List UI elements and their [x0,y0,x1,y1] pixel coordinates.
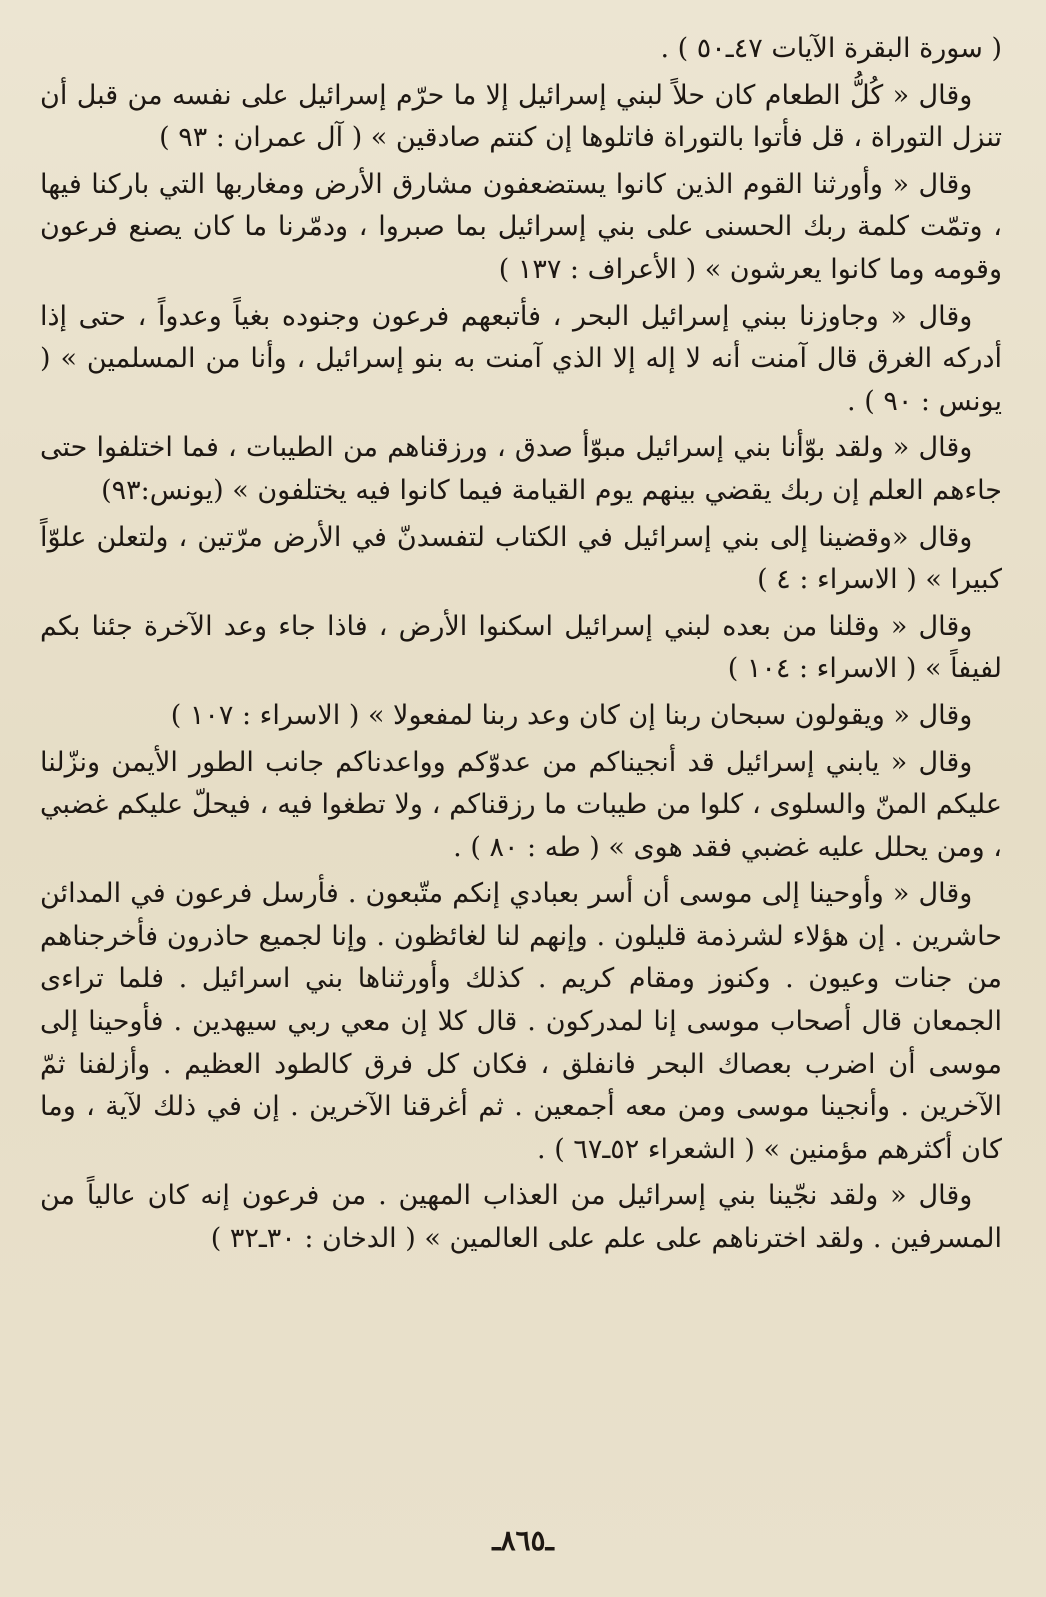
paragraph-al-araf-137: وقال « وأورثنا القوم الذين كانوا يستضعفون مشارق الأرض ومغاربها التي باركنا فيها ، وتمّت كلمة ربك الحسنى على بني إسرائيل بما صبروا ، ودمّرنا ما كان يصنع فرعون وقومه وما كانوا يعرشون » ( الأعراف : ١٣٧ ) [40,168,1002,285]
paragraph-yunus-93: وقال « ولقد بوّأنا بني إسرائيل مبوّأ صدق ، ورزقناهم من الطيبات ، فما اختلفوا حتى جاءهم العلم إن ربك يقضي بينهم يوم القيامة فيما كانوا فيه يختلفون » (يونس:٩٣) [40,432,1002,506]
paragraph-dukhan-30-32: وقال « ولقد نجّينا بني إسرائيل من العذاب المهين . من فرعون إنه كان عالياً من المسرفين . ولقد اخترناهم على علم على العالمين » ( الدخان : ٣٠ـ٣٢ ) [40,1180,1002,1255]
paragraph-isra-104: وقال « وقلنا من بعده لبني إسرائيل اسكنوا الأرض ، فاذا جاء وعد الآخرة جئنا بكم لفيفاً » ( الاسراء : ١٠٤ ) [40,610,1002,685]
paragraph-isra-4: وقال «وقضينا إلى بني إسرائيل في الكتاب لتفسدنّ في الأرض مرّتين ، ولتعلن علوّاً كبيرا » ( الاسراء : ٤ ) [40,521,1002,596]
page-text-body [40,28,1002,1261]
paragraph-surah-reference: ( سورة البقرة الآيات ٤٧ـ٥٠ ) . [660,33,1002,64]
paragraph-al-imran-93: وقال « كُلُّ الطعام كان حلاً لبني إسرائيل إلا ما حرّم إسرائيل على نفسه من قبل أن تنزل التوراة ، قل فأتوا بالتوراة فاتلوها إن كنتم صادقين » ( آل عمران : ٩٣ ) [40,79,1002,154]
paragraph-taha-80: وقال « يابني إسرائيل قد أنجيناكم من عدوّكم وواعدناكم جانب الطور الأيمن ونزّلنا عليكم المنّ والسلوى ، كلوا من طيبات ما رزقناكم ، ولا تطغوا فيه ، فيحلّ عليكم غضبي ، ومن يحلل عليه غضبي فقد هوى » ( طه : ٨٠ ) . [40,746,1002,863]
paragraph-shuara-52-67: وقال « وأوحينا إلى موسى أن أسر بعبادي إنكم متّبعون . فأرسل فرعون في المدائن حاشرين . إن هؤلاء لشرذمة قليلون . وإنهم لنا لغائظون . وإنا لجميع حاذرون فأخرجناهم من جنات وعيون . وكنوز ومقام كريم . كذلك وأورثناها بني اسرائيل . فلما تراءى الجمعان قال أصحاب موسى إنا لمدركون . قال كلا إن معي ربي سيهدين . فأوحينا إلى موسى أن اضرب بعصاك البحر فانفلق ، فكان كل فرق كالطود العظيم . وأزلفنا ثمّ الآخرين . وأنجينا موسى ومن معه أجمعين . ثم أغرقنا الآخرين . إن في ذلك لآية ، وما كان أكثرهم مؤمنين » ( الشعراء ٥٢ـ٦٧ ) . [40,878,1003,1165]
paragraph-isra-107: وقال « ويقولون سبحان ربنا إن كان وعد ربنا لمفعولا » ( الاسراء : ١٠٧ ) [170,699,973,731]
paragraph-yunus-90: وقال « وجاوزنا ببني إسرائيل البحر ، فأتبعهم فرعون وجنوده بغياً وعدواً ، حتى إذا أدركه الغرق قال آمنت أنه لا إله إلا الذي آمنت به بنو إسرائيل ، وأنا من المسلمين » ( يونس : ٩٠ ) . [40,300,1002,417]
page-number: ـ٨٦٥ـ [492,1524,554,1557]
